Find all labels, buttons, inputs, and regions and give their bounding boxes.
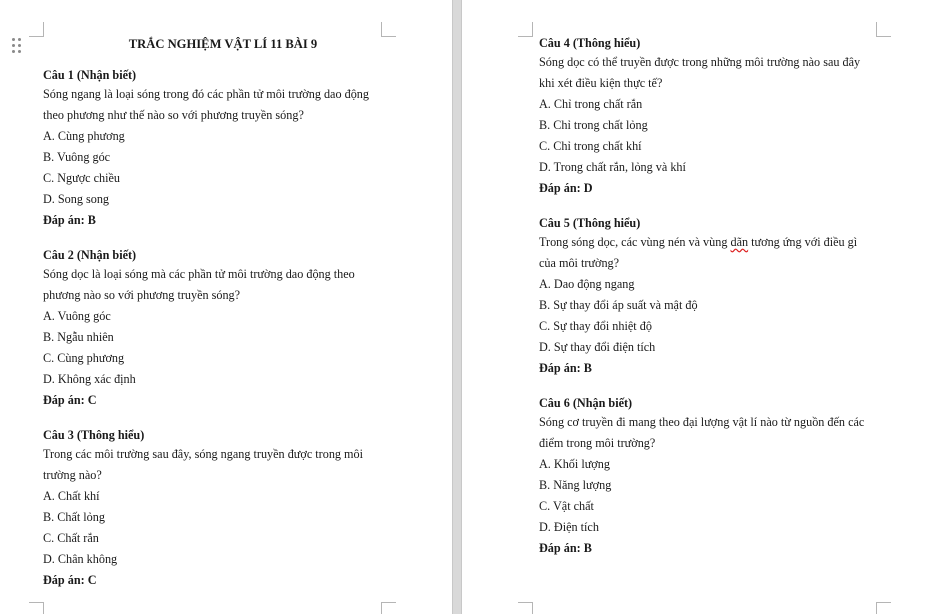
question-heading: Câu 6 (Nhận biết) [539, 396, 633, 410]
answer-option: C. Ngược chiều [43, 171, 121, 185]
question-text-line [539, 232, 919, 253]
answer-option: C. Vật chất [539, 499, 594, 513]
answer-key: Đáp án: C [43, 573, 97, 587]
document-title: TRẮC NGHIỆM VẬT LÍ 11 BÀI 9 [128, 37, 318, 51]
page-gutter [452, 0, 462, 614]
question-text-line: khi xét điều kiện thực tế? [539, 76, 663, 90]
question-1 [43, 66, 403, 230]
answer-option: D. Không xác định [43, 372, 136, 386]
question-heading: Câu 1 (Nhận biết) [43, 68, 137, 82]
question-5 [539, 214, 919, 378]
question-text-line: phương nào so với phương truyền sóng? [43, 288, 241, 302]
spellcheck-flagged-word[interactable]: dãn [730, 235, 749, 249]
question-text-line: Sóng dọc là loại sóng mà các phần tử môi trường dao động theo [43, 267, 355, 281]
question-heading: Câu 3 (Thông hiểu) [43, 428, 145, 442]
answer-option: C. Chỉ trong chất khí [539, 139, 642, 153]
question-text-fragment: Trong sóng dọc, các vùng nén và vùng [539, 235, 731, 249]
margin-corner-mark [29, 602, 44, 614]
answer-option: B. Chỉ trong chất lỏng [539, 118, 648, 132]
document-page-right [462, 0, 935, 614]
answer-option: A. Chỉ trong chất rắn [539, 97, 643, 111]
answer-option: C. Chất rắn [43, 531, 99, 545]
question-text-fragment: tương ứng với điều gì [748, 235, 858, 249]
question-text-line: Trong các môi trường sau đây, sóng ngang truyền được trong môi [43, 447, 364, 461]
answer-option: B. Năng lượng [539, 478, 612, 492]
question-text-line: điểm trong môi trường? [539, 436, 656, 450]
answer-option: D. Chân không [43, 552, 118, 566]
question-heading: Câu 4 (Thông hiểu) [539, 36, 641, 50]
question-text-line: theo phương như thế nào so với phương truyền sóng? [43, 108, 304, 122]
answer-option: B. Chất lỏng [43, 510, 105, 524]
margin-corner-mark [518, 22, 533, 37]
answer-option: A. Cùng phương [43, 129, 125, 143]
document-page-left [0, 0, 452, 614]
margin-corner-mark [381, 602, 396, 614]
answer-key: Đáp án: B [43, 213, 96, 227]
question-text-line: Sóng cơ truyền đi mang theo đại lượng vật lí nào từ nguồn đến các [539, 415, 865, 429]
answer-option: B. Vuông góc [43, 150, 111, 164]
answer-key: Đáp án: C [43, 393, 97, 407]
answer-option: A. Dao động ngang [539, 277, 635, 291]
question-6 [539, 394, 919, 558]
answer-key: Đáp án: B [539, 361, 592, 375]
answer-option: D. Điện tích [539, 520, 599, 534]
margin-corner-mark [876, 602, 891, 614]
question-4 [539, 34, 919, 198]
question-2 [43, 246, 403, 410]
answer-option: D. Trong chất rắn, lỏng và khí [539, 160, 686, 174]
margin-corner-mark [518, 602, 533, 614]
answer-option: C. Cùng phương [43, 351, 125, 365]
answer-option: A. Chất khí [43, 489, 100, 503]
answer-key: Đáp án: D [539, 181, 593, 195]
question-text-line: Sóng dọc có thể truyền được trong những môi trường nào sau đây [539, 55, 861, 69]
answer-key: Đáp án: B [539, 541, 592, 555]
question-text-line: của môi trường? [539, 256, 620, 270]
answer-option: C. Sự thay đổi nhiệt độ [539, 319, 652, 333]
question-text-line: trường nào? [43, 468, 102, 482]
margin-corner-mark [29, 22, 44, 37]
answer-option: B. Sự thay đổi áp suất và mật độ [539, 298, 698, 312]
answer-option: A. Vuông góc [43, 309, 111, 323]
answer-option: D. Song song [43, 192, 110, 206]
question-text-line: Sóng ngang là loại sóng trong đó các phần tử môi trường dao động [43, 87, 369, 101]
question-3 [43, 426, 403, 590]
drag-handle-icon[interactable] [12, 38, 22, 54]
question-heading: Câu 5 (Thông hiểu) [539, 216, 641, 230]
answer-option: A. Khối lượng [539, 457, 610, 471]
question-heading: Câu 2 (Nhận biết) [43, 248, 137, 262]
answer-option: D. Sự thay đổi điện tích [539, 340, 656, 354]
answer-option: B. Ngẫu nhiên [43, 330, 114, 344]
